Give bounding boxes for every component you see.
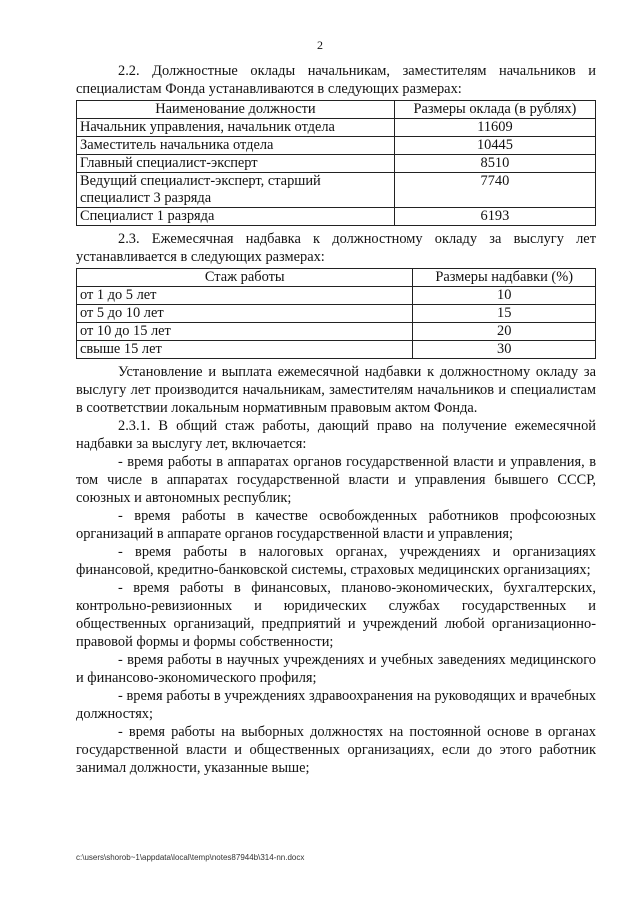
table-row <box>77 119 596 137</box>
list-item: - время работы в качестве освобожденных работников профсоюзных организаций в аппарате органов государственной власти и управления; <box>76 508 596 542</box>
table-cell-experience: свыше 15 лет <box>77 341 413 359</box>
list-item: - время работы в учреждениях здравоохранения на руководящих и врачебных должностях; <box>76 688 596 722</box>
table-header-position: Наименование должности <box>77 101 395 119</box>
table-cell-salary: 8510 <box>394 155 595 173</box>
table-cell-experience: от 5 до 10 лет <box>77 305 413 323</box>
table-cell-salary: 7740 <box>394 173 595 208</box>
table-cell-salary: 10445 <box>394 137 595 155</box>
table-row <box>77 305 596 323</box>
list-item: - время работы в аппаратах органов государственной власти и управления, в том числе в аппаратах государственной власти и управления бывшего СССР, союзных и автономных республик; <box>76 454 596 506</box>
seniority-table <box>76 268 596 359</box>
paragraph-bonus-payment: Установление и выплата ежемесячной надбавки к должностному окладу за выслугу лет производится начальникам, заместителям начальников и специалистам в соответствии локальным нормативным правовым актом Фонда. <box>76 364 596 416</box>
table-cell-bonus: 20 <box>413 323 596 341</box>
table-cell-salary: 6193 <box>394 208 595 226</box>
table-row <box>77 341 596 359</box>
table-cell-position: Ведущий специалист-эксперт, старший специалист 3 разряда <box>77 173 395 208</box>
table-header-salary: Размеры оклада (в рублях) <box>394 101 595 119</box>
table-row <box>77 137 596 155</box>
table-row <box>77 287 596 305</box>
section-2-3-intro: 2.3. Ежемесячная надбавка к должностному окладу за выслугу лет устанавливается в следующих размерах: <box>76 231 596 265</box>
table-row <box>77 208 596 226</box>
table-cell-experience: от 1 до 5 лет <box>77 287 413 305</box>
table-header-bonus: Размеры надбавки (%) <box>413 269 596 287</box>
list-item: - время работы в финансовых, планово-экономических, бухгалтерских, контрольно-ревизионных и юридических службах государственных и общественных организаций, предприятий и учреждений любой организационно-правовой формы и формы собственности; <box>76 580 596 650</box>
table-cell-position: Главный специалист-эксперт <box>77 155 395 173</box>
table-header-row <box>77 101 596 119</box>
list-item: - время работы в налоговых органах, учреждениях и организациях финансовой, кредитно-банковской системы, страховых медицинских организациях; <box>76 544 596 578</box>
table-cell-position: Начальник управления, начальник отдела <box>77 119 395 137</box>
document-body <box>76 62 596 777</box>
table-cell-experience: от 10 до 15 лет <box>77 323 413 341</box>
table-cell-position: Специалист 1 разряда <box>77 208 395 226</box>
table-header-experience: Стаж работы <box>77 269 413 287</box>
table-header-row <box>77 269 596 287</box>
table-cell-bonus: 10 <box>413 287 596 305</box>
table-cell-salary: 11609 <box>394 119 595 137</box>
paragraph-2-3-1: 2.3.1. В общий стаж работы, дающий право на получение ежемесячной надбавки за выслугу лет, включается: <box>76 418 596 452</box>
list-item: - время работы в научных учреждениях и учебных заведениях медицинского и финансово-экономического профиля; <box>76 652 596 686</box>
table-row <box>77 173 596 208</box>
page-number: 2 <box>317 38 323 52</box>
file-path-footer: c:\users\shorob~1\appdata\local\temp\notes87944b\314-nn.docx <box>76 853 305 862</box>
table-cell-bonus: 30 <box>413 341 596 359</box>
table-cell-bonus: 15 <box>413 305 596 323</box>
salary-table <box>76 100 596 226</box>
table-cell-position: Заместитель начальника отдела <box>77 137 395 155</box>
section-2-2-intro: 2.2. Должностные оклады начальникам, заместителям начальников и специалистам Фонда устанавливаются в следующих размерах: <box>76 63 596 97</box>
table-row <box>77 323 596 341</box>
table-row <box>77 155 596 173</box>
list-item: - время работы на выборных должностях на постоянной основе в органах государственной власти и общественных организациях, если до этого работник занимал должности, указанные выше; <box>76 724 596 776</box>
